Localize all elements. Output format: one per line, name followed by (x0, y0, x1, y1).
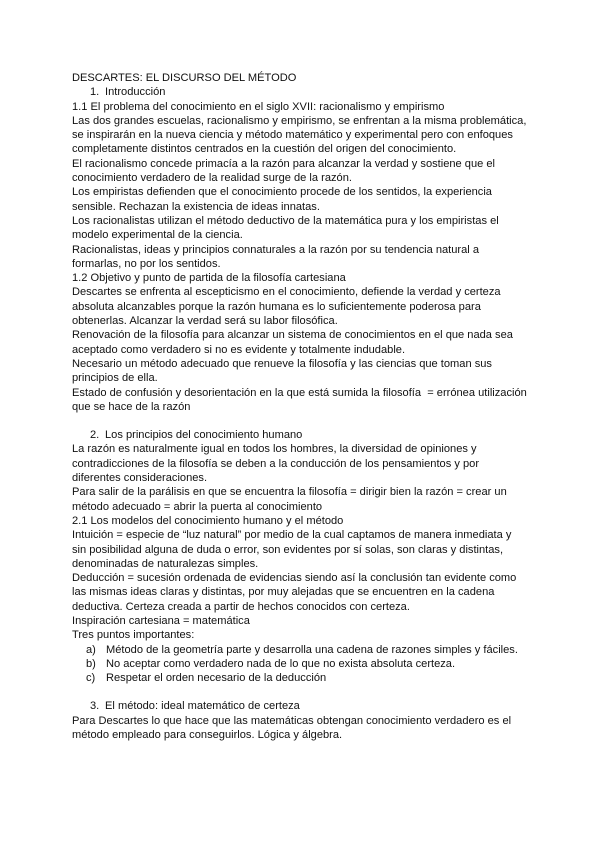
paragraph-line: completamente distintos centrados en la cuestión del origen del conocimiento. (72, 143, 457, 156)
paragraph-line: formarlas, no por los sentidos. (72, 257, 221, 270)
list-item-text: Respetar el orden necesario de la deducción (106, 672, 327, 685)
paragraph-line: sin posibilidad alguna de duda o error, son evidentes por sí solas, son claras y distintas, (72, 543, 504, 556)
paragraph-line: modelo experimental de la ciencia. (72, 229, 243, 242)
paragraph-line: las mismas ideas claras y distintas, por muy alejadas que se encuentren en la cadena (72, 586, 495, 599)
list-item-marker: c) (86, 672, 96, 685)
paragraph-line: principios de ella. (72, 372, 158, 385)
list-item-text: Método de la geometría parte y desarrolla una cadena de razones simples y fáciles. (106, 643, 518, 656)
paragraph-line: 1.2 Objetivo y punto de partida de la filosofía cartesiana (72, 272, 346, 285)
section-2-heading (72, 428, 532, 442)
paragraph-line: Renovación de la filosofía para alcanzar un sistema de conocimientos en el que nada sea (72, 329, 513, 342)
paragraph-line: se inspirarán en la nueva ciencia y método matemático y experimental pero con enfoques (72, 129, 513, 142)
section-3-heading-text: El método: ideal matemático de certeza (105, 700, 300, 713)
list-item (72, 671, 532, 685)
section-2-body (72, 442, 532, 685)
paragraph-line: Necesario un método adecuado que renueve la filosofía y las ciencias que toman sus (72, 357, 492, 370)
paragraph-line: Racionalistas, ideas y principios connaturales a la razón por su tendencia natural a (72, 243, 480, 256)
paragraph-line: conocimiento verdadero de la realidad surge de la razón. (72, 172, 352, 185)
list-item-text: No aceptar como verdadero nada de lo que no exista absoluta certeza. (106, 657, 456, 670)
paragraph-line: que se hace de la razón (72, 400, 191, 413)
paragraph-line: Los empiristas defienden que el conocimiento procede de los sentidos, la experiencia (72, 186, 492, 199)
paragraph-line: obtenerlas. Alcanzar la verdad será su labor filosófica. (72, 315, 338, 328)
list-item-marker: a) (86, 643, 96, 656)
paragraph-line: diferentes consideraciones. (72, 472, 208, 485)
paragraph-line: 1.1 El problema del conocimiento en el siglo XVII: racionalismo y empirismo (72, 100, 445, 113)
paragraph-line: Los racionalistas utilizan el método deductivo de la matemática pura y los empiristas el (72, 214, 499, 227)
section-2-number: 2. (90, 429, 100, 442)
section-3-heading (72, 699, 532, 713)
paragraph-line: Para Descartes lo que hace que las matemáticas obtengan conocimiento verdadero es el (72, 714, 512, 727)
paragraph-line: contradicciones de la filosofía se deben a la conducción de los pensamientos y por (72, 457, 480, 470)
blank-line (72, 414, 532, 428)
section-1-body (72, 100, 532, 415)
section-2-heading-text: Los principios del conocimiento humano (105, 429, 303, 442)
paragraph-line: Descartes se enfrenta al escepticismo en el conocimiento, defiende la verdad y certeza (72, 286, 501, 299)
paragraph-line: Tres puntos importantes: (72, 629, 195, 642)
section-1-heading (72, 85, 532, 99)
section-1-heading-text: Introducción (105, 86, 166, 99)
paragraph-line: El racionalismo concede primacía a la razón para alcanzar la verdad y sostiene que el (72, 157, 496, 170)
paragraph-line: Para salir de la parálisis en que se encuentra la filosofía = dirigir bien la razón = crear un (72, 486, 507, 499)
paragraph-line: denominadas de naturalezas simples. (72, 557, 259, 570)
list-item-marker: b) (86, 657, 96, 670)
paragraph-line: absoluta alcanzables porque la razón humana es lo suficientemente poderosa para (72, 300, 481, 313)
paragraph-line: Intuición = especie de “luz natural” por medio de la cual captamos de manera inmediata y (72, 529, 512, 542)
blank-line (72, 685, 532, 699)
paragraph-line: método empleado para conseguirlos. Lógica y álgebra. (72, 729, 343, 742)
section-3-body (72, 714, 532, 743)
paragraph-line: sensible. Rechazan la existencia de ideas innatas. (72, 200, 320, 213)
document-page (72, 71, 532, 742)
document-title: DESCARTES: EL DISCURSO DEL MÉTODO (72, 72, 297, 84)
list-item (72, 657, 532, 671)
paragraph-line: deductiva. Certeza creada a partir de hechos conocidos con certeza. (72, 600, 410, 613)
section-1-number: 1. (90, 86, 100, 99)
paragraph-line: 2.1 Los modelos del conocimiento humano y el método (72, 514, 344, 527)
paragraph-line: La razón es naturalmente igual en todos los hombres, la diversidad de opiniones y (72, 443, 477, 456)
paragraph-line: aceptado como verdadero si no es evidente y totalmente indudable. (72, 343, 406, 356)
paragraph-line: Estado de confusión y desorientación en la que está sumida la filosofía = errónea utilización (72, 386, 527, 399)
list-item (72, 643, 532, 657)
section-3-number: 3. (90, 700, 100, 713)
paragraph-line: Inspiración cartesiana = matemática (72, 614, 250, 627)
paragraph-line: Las dos grandes escuelas, racionalismo y empirismo, se enfrentan a la misma problemática, (72, 114, 527, 127)
paragraph-line: Deducción = sucesión ordenada de evidencias siendo así la conclusión tan evidente como (72, 572, 517, 585)
paragraph-line: método adecuado = abrir la puerta al conocimiento (72, 500, 323, 513)
